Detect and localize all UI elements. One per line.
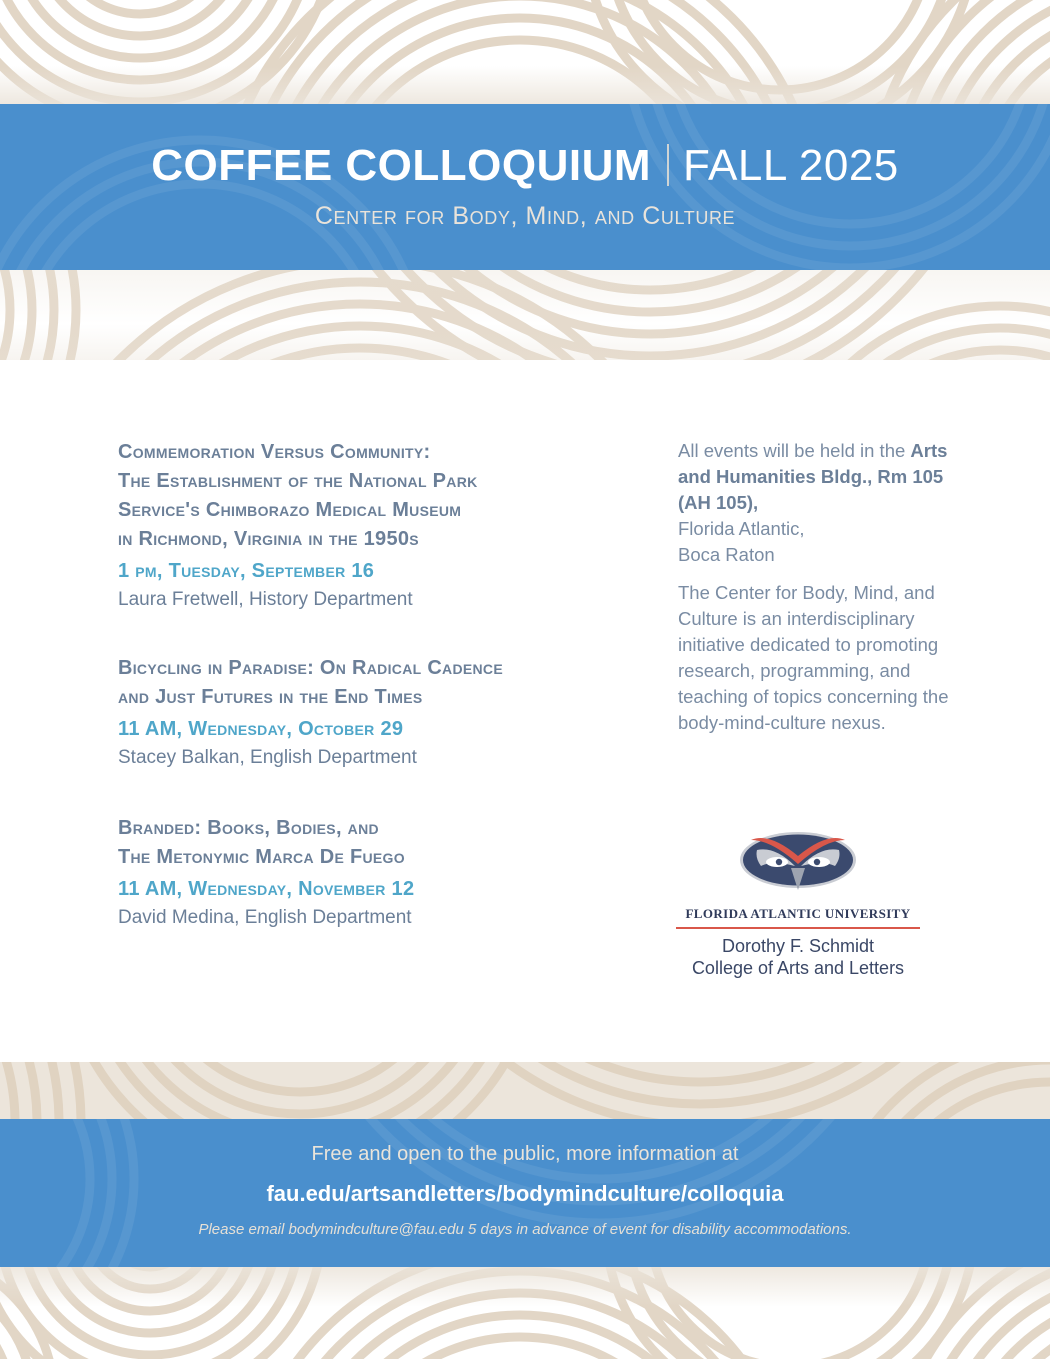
owl-icon <box>739 826 857 894</box>
info-sidebar <box>678 438 968 748</box>
header-lower-pattern-band <box>0 270 1050 360</box>
page-title <box>0 138 1050 194</box>
event-title <box>118 438 628 554</box>
event-title <box>118 654 628 712</box>
fau-logo <box>676 826 920 979</box>
arc-pattern-decoration <box>0 1062 1050 1119</box>
page-subtitle: Center for Body, Mind, and Culture <box>314 202 736 230</box>
event-item <box>118 438 628 614</box>
event-datetime: 11 AM, Wednesday, November 12 <box>118 878 415 900</box>
event-title-line: Branded: Books, Bodies, and <box>118 817 379 839</box>
center-description: The Center for Body, Mind, and Culture is an interdisciplinary initiative dedicated to promoting research, programming, and teaching of topics concerning the body-mind-culture nexus. <box>678 582 949 733</box>
event-speaker: Stacey Balkan, English Department <box>118 747 417 768</box>
location-info <box>678 438 968 568</box>
college-name-line-1: Dorothy F. Schmidt <box>721 936 875 956</box>
location-city: Boca Raton <box>678 544 775 565</box>
event-title-line: and Just Futures in the End Times <box>118 686 423 708</box>
title-main: COFFEE COLLOQUIUM <box>151 141 652 190</box>
event-speaker: David Medina, English Department <box>118 907 412 928</box>
event-datetime: 11 AM, Wednesday, October 29 <box>118 718 404 740</box>
event-title-line: The Metonymic Marca De Fuego <box>118 846 405 868</box>
bottom-pattern-band <box>0 1267 1050 1359</box>
event-title <box>118 814 628 872</box>
location-building: Arts and Humanities Bldg., Rm 105 (AH 105), <box>678 440 948 513</box>
event-item <box>118 654 628 772</box>
event-title-line: in Richmond, Virginia in the 1950s <box>118 528 419 550</box>
event-title-line: Service's Chimborazo Medical Museum <box>118 499 462 521</box>
events-list <box>118 438 628 964</box>
footer-upper-pattern-band <box>0 1062 1050 1119</box>
event-title-line: Bicycling in Paradise: On Radical Cadence <box>118 657 503 679</box>
location-campus: Florida Atlantic, <box>678 518 805 539</box>
footer-info-text: Free and open to the public, more information at <box>311 1143 739 1165</box>
event-datetime: 1 pm, Tuesday, September 16 <box>118 560 375 582</box>
event-item <box>118 814 628 932</box>
arc-pattern-decoration <box>0 1267 1050 1359</box>
event-title-line: The Establishment of the National Park <box>118 470 478 492</box>
university-name: FLORIDA ATLANTIC UNIVERSITY <box>685 906 911 921</box>
accessibility-note: Please email bodymindculture@fau.edu 5 days in advance of event for disability accommodations. <box>198 1221 852 1238</box>
arc-pattern-decoration <box>0 270 1050 360</box>
title-season: FALL 2025 <box>683 141 899 190</box>
colloquia-link[interactable]: fau.edu/artsandletters/bodymindculture/colloquia <box>266 1181 784 1206</box>
arc-pattern-decoration <box>0 0 1050 104</box>
event-title-line: Commemoration Versus Community: <box>118 441 431 463</box>
location-intro: All events will be held in the <box>678 440 906 461</box>
logo-divider <box>676 927 920 929</box>
event-speaker: Laura Fretwell, History Department <box>118 589 413 610</box>
top-pattern-band <box>0 0 1050 104</box>
title-divider <box>667 144 669 186</box>
college-name-line-2: College of Arts and Letters <box>691 958 905 978</box>
